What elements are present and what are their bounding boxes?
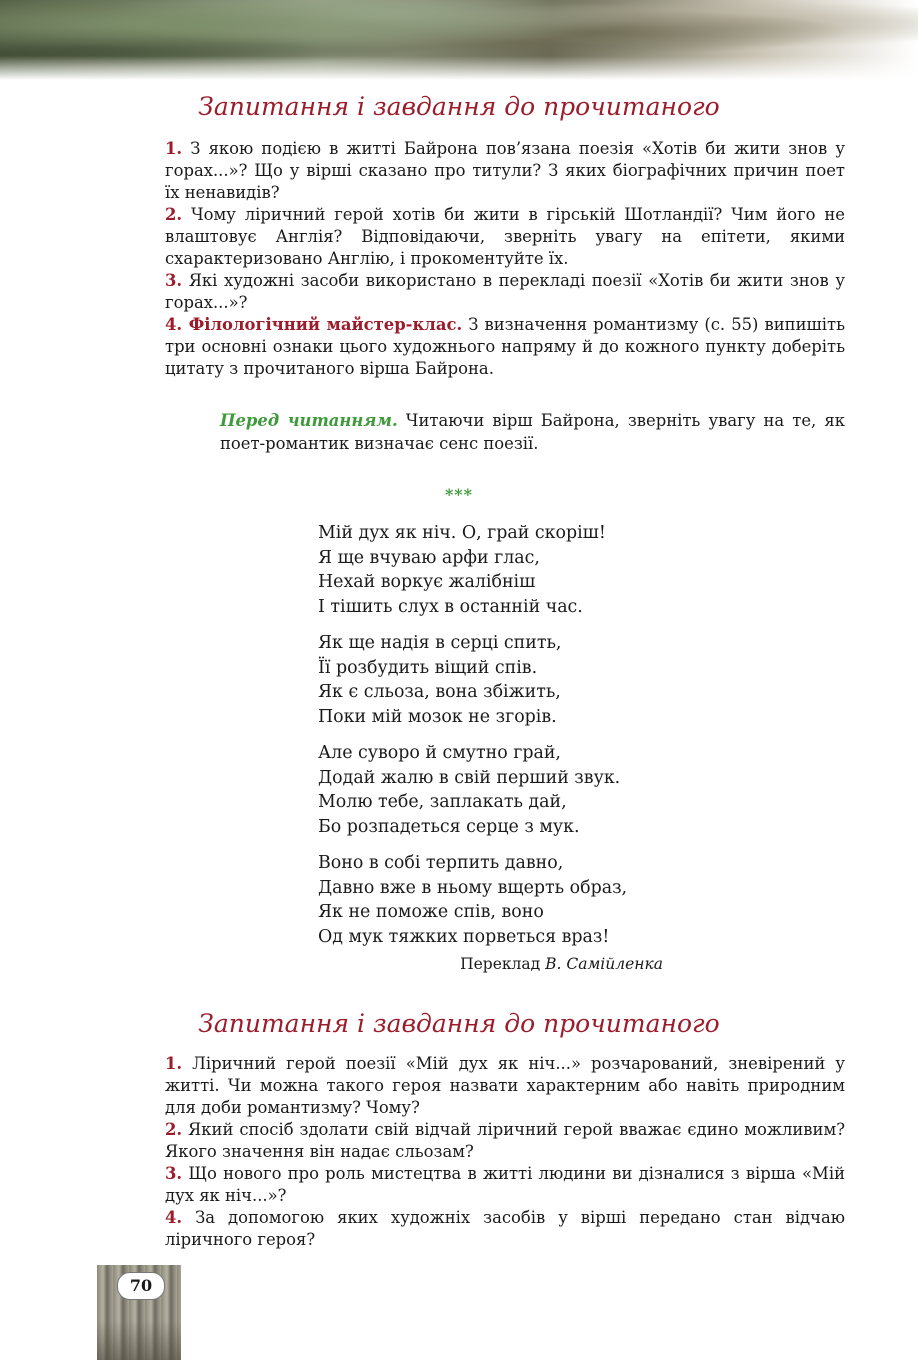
question-item bbox=[165, 270, 845, 314]
question-item bbox=[165, 1053, 845, 1119]
masterclass-label: Філологічний майстер-клас. bbox=[182, 315, 463, 334]
question-text: Чому ліричний герой хотів би жити в гірській Шотландії? Чим його не влаштовує Англія? Відповідаючи, зверніть увагу на епітети, якими схарактеризовано Англію, і прокоментуйте їх. bbox=[165, 205, 845, 268]
poem-line: І тішить слух в останній час. bbox=[318, 596, 583, 617]
pre-reading-text: Читаючи вірш Байрона, зверніть увагу на те, як поет-романтик визначає сенс поезії. bbox=[220, 411, 845, 453]
question-number: 1. bbox=[165, 1054, 183, 1073]
poem bbox=[318, 521, 738, 961]
question-number: 2. bbox=[165, 205, 183, 224]
page-number: 70 bbox=[117, 1272, 165, 1300]
question-item bbox=[165, 138, 845, 204]
poem-line: Я ще вчуваю арфи глас, bbox=[318, 547, 540, 568]
question-number: 4. bbox=[165, 1208, 183, 1227]
poem-line: Воно в собі терпить давно, bbox=[318, 853, 564, 873]
question-number: 4. bbox=[165, 315, 183, 334]
question-text: Який спосіб здолати свій відчай ліричний герой вважає єдино можливим? Якого значення він надає сльозам? bbox=[165, 1120, 845, 1161]
poem-stanza bbox=[318, 631, 738, 729]
question-text: Ліричний герой поезії «Мій дух як ніч...» розчарований, зневірений у житті. Чи можна такого героя назвати характерним або навіть природним для доби романтизму? Чому? bbox=[165, 1054, 845, 1117]
poem-line: Її розбудить віщий спів. bbox=[318, 657, 538, 678]
top-banner-painting bbox=[0, 0, 918, 80]
poem-line: Як є сльоза, вона збіжить, bbox=[318, 682, 561, 702]
question-item bbox=[165, 1207, 845, 1251]
pre-reading-note bbox=[220, 409, 845, 455]
poem-line: Нехай воркує жалібніш bbox=[318, 572, 536, 592]
poem-line: Давно вже в ньому вщерть образ, bbox=[318, 877, 628, 898]
poem-line: Додай жалю в свій перший звук. bbox=[318, 767, 621, 788]
poem-line: Поки мій мозок не згорів. bbox=[318, 706, 557, 727]
poem-line: Як ще надія в серці спить, bbox=[318, 633, 562, 653]
poem-line: Молю тебе, заплакать дай, bbox=[318, 792, 567, 812]
question-number: 1. bbox=[165, 139, 183, 158]
question-item bbox=[165, 314, 845, 380]
poem-line: Бо розпадеться серце з мук. bbox=[318, 816, 580, 837]
poem-line: Мій дух як ніч. О, грай скоріш! bbox=[318, 523, 606, 543]
poem-line: Як не поможе спів, воно bbox=[318, 902, 544, 922]
section1-heading: Запитання і завдання до прочитаного bbox=[198, 92, 720, 121]
question-item bbox=[165, 204, 845, 270]
question-text: Які художні засоби використано в перекладі поезії «Хотів би жити знов у горах...»? bbox=[165, 271, 845, 312]
section2-heading: Запитання і завдання до прочитаного bbox=[198, 1009, 720, 1038]
question-item bbox=[165, 1119, 845, 1163]
poem-asterisks: *** bbox=[444, 485, 474, 504]
poem-line: Але суворо й смутно грай, bbox=[318, 743, 561, 763]
translator-name: В. Самійленка bbox=[545, 955, 663, 973]
translation-prefix: Переклад bbox=[460, 955, 546, 973]
section1-questions bbox=[165, 138, 845, 380]
question-number: 2. bbox=[165, 1120, 183, 1139]
section2-questions bbox=[165, 1053, 845, 1251]
question-text: За допомогою яких художніх засобів у вірші передано стан відчаю ліричного героя? bbox=[165, 1208, 845, 1249]
question-text: З якою подією в житті Байрона пов’язана поезія «Хотів би жити знов у горах...»? Що у вірші сказано про титули? З яких біографічних причин поет їх ненавидів? bbox=[165, 139, 845, 202]
poem-stanza bbox=[318, 521, 738, 619]
question-number: 3. bbox=[165, 271, 183, 290]
pre-reading-label: Перед читанням. bbox=[220, 411, 398, 430]
question-number: 3. bbox=[165, 1164, 183, 1183]
poem-stanza bbox=[318, 741, 738, 839]
poem-stanza bbox=[318, 851, 738, 949]
question-item bbox=[165, 1163, 845, 1207]
translation-credit bbox=[318, 955, 663, 973]
question-text: Що нового про роль мистецтва в житті людини ви дізналися з вірша «Мій дух як ніч...»? bbox=[165, 1164, 845, 1205]
question-text: З визначення романтизму (с. 55) випишіть три основні ознаки цього художнього напряму й до кожного пункту доберіть цитату з прочитаного вірша Байрона. bbox=[165, 315, 845, 378]
poem-line: Од мук тяжких порветься враз! bbox=[318, 926, 610, 947]
